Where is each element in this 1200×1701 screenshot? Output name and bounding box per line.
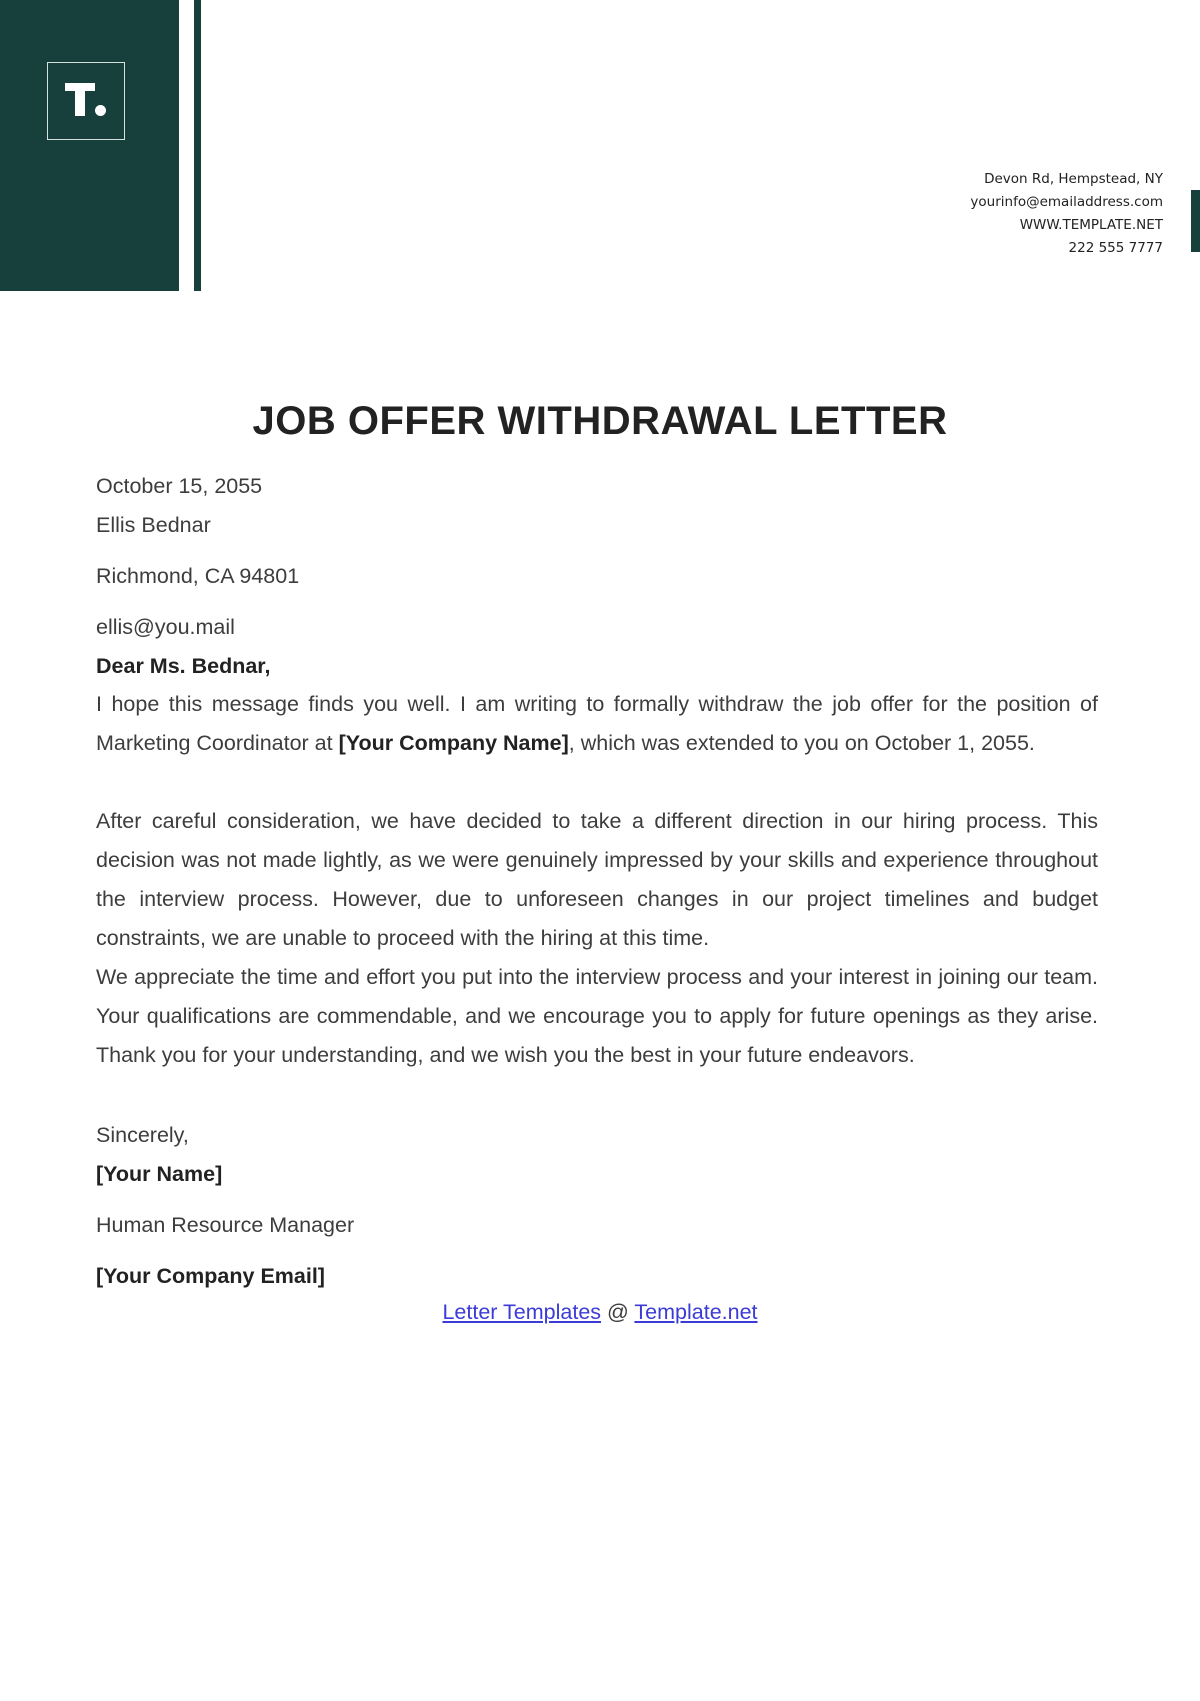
paragraph-1-start: I hope this message finds you well. I am writing to formally withdraw the job offer for the position of Marketing Coordinator at — [96, 692, 1098, 755]
template-net-link[interactable]: Template.net — [634, 1300, 758, 1324]
paragraph-1 — [96, 685, 1098, 763]
logo-dot — [95, 105, 106, 116]
contact-address: Devon Rd, Hempstead, NY — [984, 171, 1163, 187]
logo-t-stem — [75, 83, 85, 116]
contact-block — [970, 168, 1163, 260]
company-name-placeholder: [Your Company Name] — [338, 731, 569, 755]
page-title: JOB OFFER WITHDRAWAL LETTER — [252, 399, 948, 443]
contact-email: yourinfo@emailaddress.com — [970, 194, 1163, 210]
contact-website: WWW.TEMPLATE.NET — [1019, 217, 1163, 233]
sender-name: [Your Name] — [96, 1162, 223, 1186]
letter-date: October 15, 2055 — [96, 474, 263, 498]
salutation: Dear Ms. Bednar, — [96, 654, 271, 678]
letter-templates-link[interactable]: Letter Templates — [442, 1300, 602, 1324]
header-banner — [0, 0, 179, 291]
recipient-email: ellis@you.mail — [96, 615, 235, 639]
recipient-address: Richmond, CA 94801 — [96, 564, 300, 588]
header-stripe — [194, 0, 201, 291]
footer-separator: @ — [601, 1300, 635, 1324]
sender-email: [Your Company Email] — [96, 1264, 325, 1288]
template-t-logo-icon — [47, 62, 125, 140]
recipient-name: Ellis Bednar — [96, 513, 211, 537]
contact-phone: 222 555 7777 — [1068, 240, 1163, 256]
sender-title: Human Resource Manager — [96, 1213, 355, 1237]
paragraph-3: We appreciate the time and effort you put into the interview process and your interest in joining our team. Your qualifications are commendable, and we encourage you to apply for future openings as they arise. Thank you for your understanding, and we wish you the best in your future endeavors. — [96, 965, 1098, 1067]
paragraph-2: After careful consideration, we have decided to take a different direction in our hiring process. This decision was not made lightly, as we were genuinely impressed by your skills and experience throughout the interview process. However, due to unforeseen changes in our project timelines and budget constraints, we are unable to proceed with the hiring at this time. — [96, 809, 1098, 950]
right-accent-bar — [1191, 190, 1200, 252]
footer — [0, 1300, 1200, 1325]
closing: Sincerely, — [96, 1123, 189, 1147]
paragraph-1-end: , which was extended to you on October 1, 2055. — [568, 731, 1035, 755]
